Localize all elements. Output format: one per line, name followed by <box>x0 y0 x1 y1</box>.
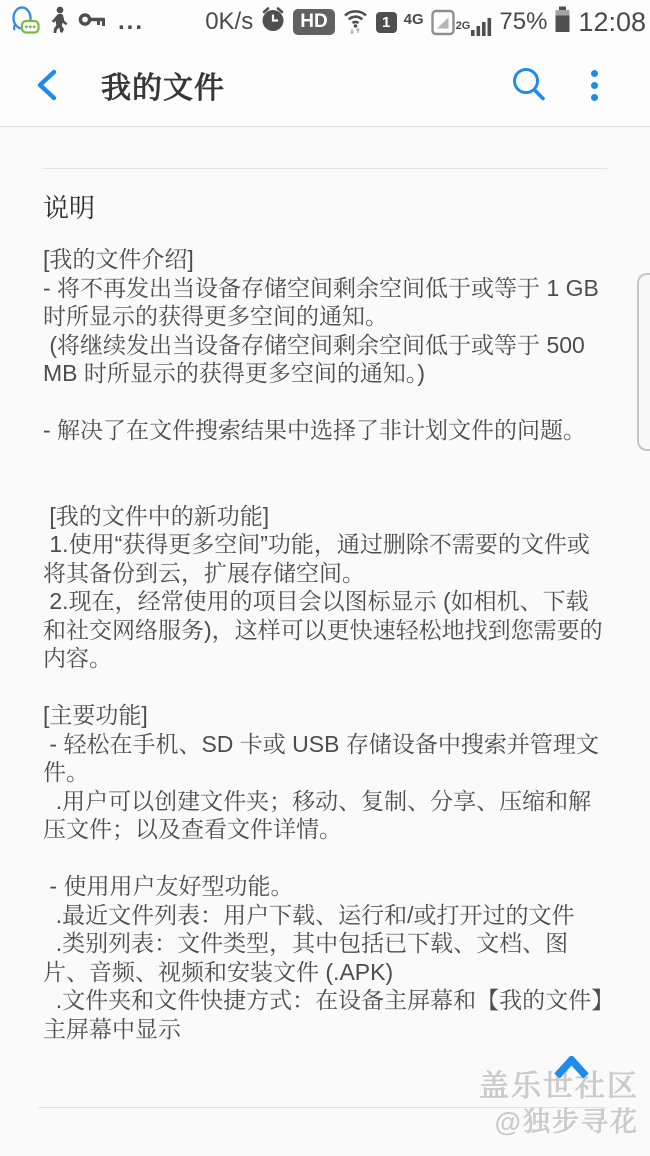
signal-bars-icon <box>471 16 492 36</box>
overflow-dot <box>591 94 598 101</box>
sim1-badge: 1 <box>376 12 397 33</box>
search-button[interactable] <box>511 67 547 103</box>
text-line: [主要功能] <box>43 702 148 728</box>
battery-icon <box>554 6 571 38</box>
hd-voice-badge: HD <box>293 9 334 35</box>
app-bar <box>0 44 650 127</box>
scroll-to-top-button[interactable] <box>553 1056 590 1084</box>
back-button[interactable] <box>36 69 59 101</box>
status-bar <box>0 0 650 44</box>
text-line <box>43 844 610 873</box>
text-line <box>43 673 610 702</box>
wifi-icon <box>342 6 369 39</box>
system-status-icons <box>205 6 646 39</box>
scrollbar-thumb[interactable] <box>637 273 650 451</box>
sim2-network-type: 2G <box>455 19 471 32</box>
overflow-dot <box>591 82 598 89</box>
text-line: 1.使用“获得更多空间”功能，通过删除不需要的文件或将其备份到云，扩展存储空间。 <box>43 531 590 586</box>
clock-time: 12:08 <box>578 6 646 37</box>
more-notifications-indicator: ... <box>118 8 145 35</box>
page-title: 我的文件 <box>101 72 225 105</box>
text-line: .最近文件列表：用户下载、运行和/或打开过的文件 <box>43 901 575 928</box>
text-line <box>43 445 610 474</box>
text-line <box>43 388 610 417</box>
key-icon <box>78 11 107 33</box>
watermark-community-name: 盖乐世社区 <box>479 1070 639 1103</box>
text-line: - 轻松在手机、SD 卡或 USB 存储设备中搜索并管理文件。 <box>43 730 599 785</box>
back-chevron-icon <box>36 69 59 101</box>
alarm-icon <box>260 7 286 38</box>
description-page <box>0 128 650 1156</box>
section-divider-top <box>43 168 607 169</box>
qq-icon <box>10 6 40 39</box>
overflow-menu-button[interactable] <box>591 70 598 101</box>
watermark-username: @独步寻花 <box>494 1107 639 1137</box>
sim2-status <box>431 9 493 36</box>
search-icon <box>511 67 547 103</box>
person-icon <box>49 6 69 38</box>
notification-icons <box>10 6 144 39</box>
text-line: .类别列表：文件类型，其中包括已下载、文档、图片、音频、视频和安装文件 (.APK) <box>43 930 569 985</box>
text-line <box>43 473 610 502</box>
text-line: - 使用用户友好型功能。 <box>43 873 294 899</box>
text-line: - 解决了在文件搜索结果中选择了非计划文件的问题。 <box>43 417 587 443</box>
text-line: .文件夹和文件快捷方式：在设备主屏幕和【我的文件】主屏幕中显示 <box>43 987 603 1042</box>
text-line: [我的文件中的新功能] <box>43 502 270 529</box>
text-line: (将继续发出当设备存储空间剩余空间低于或等于 500 MB 时所显示的获得更多空间的通知。) <box>43 331 592 386</box>
text-line: [我的文件介绍] <box>43 246 194 272</box>
text-line: 2.现在，经常使用的项目会以图标显示 (如相机、下载和社交网络服务)，这样可以更快速轻松地找到您需要的内容。 <box>43 588 603 671</box>
text-line: - 将不再发出当设备存储空间剩余空间低于或等于 1 GB 时所显示的获得更多空间的通知。 <box>43 274 606 329</box>
section-heading: 说明 <box>43 193 96 223</box>
battery-percent: 75% <box>499 8 548 35</box>
network-speed: 0K/s <box>205 8 254 35</box>
sim1-network-type: 4G <box>403 10 424 28</box>
chevron-up-icon <box>553 1056 590 1079</box>
overflow-dot <box>591 70 598 77</box>
sim2-card-icon <box>431 9 455 36</box>
description-text <box>43 245 610 1043</box>
text-line: .用户可以创建文件夹；移动、复制、分享、压缩和解压文件；以及查看文件详情。 <box>43 787 592 842</box>
